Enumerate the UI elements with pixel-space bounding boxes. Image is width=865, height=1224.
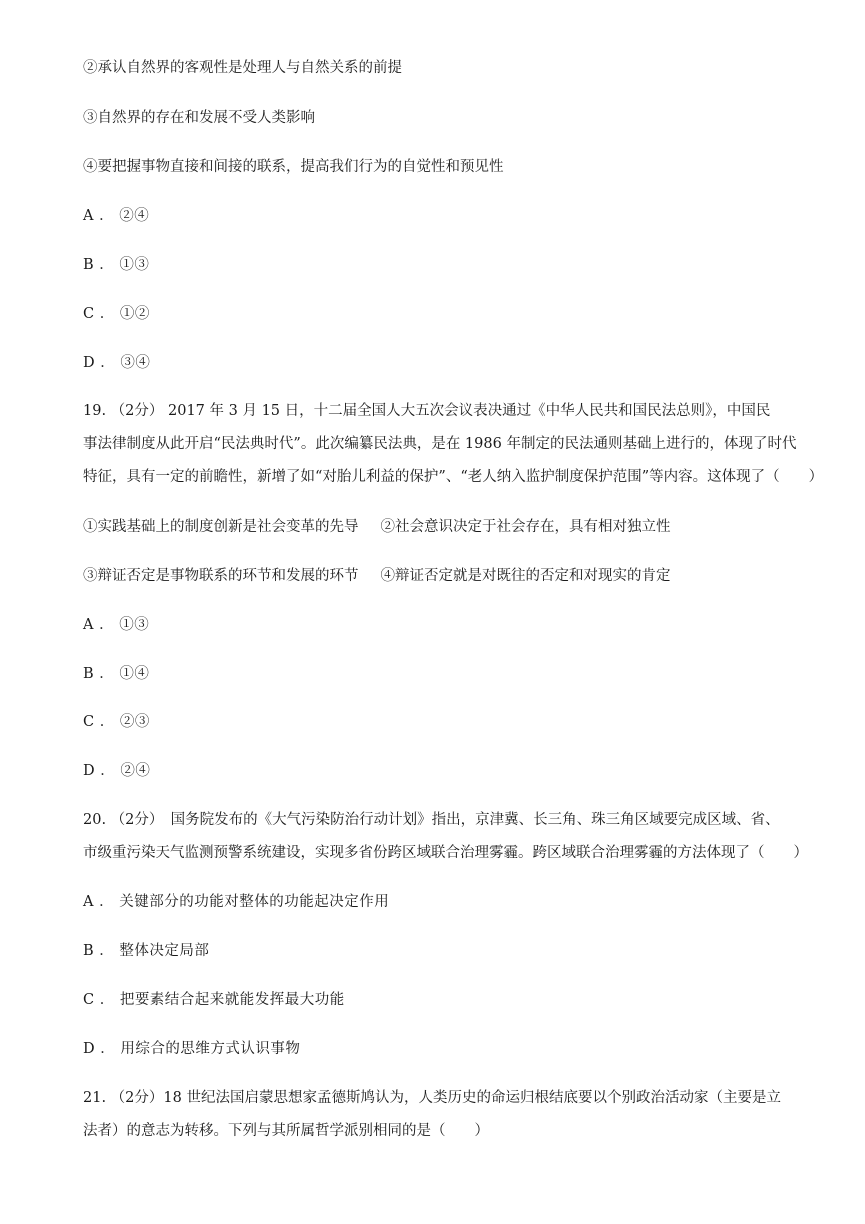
- statement-2: ②承认自然界的客观性是处理人与自然关系的前提: [83, 60, 402, 76]
- question-19-line-2: 事法律制度从此开启“民法典时代”。此次编纂民法典，是在 1986 年制定的民法通则基础上进行的，体现了时代: [83, 436, 797, 452]
- option-c: C ． ②③: [83, 714, 150, 730]
- option-a: A ． ①③: [83, 617, 150, 633]
- option-a: A ． ②④: [83, 208, 150, 224]
- option-c: C ． ①②: [83, 306, 150, 322]
- statement-4: ④要把握事物直接和间接的联系，提高我们行为的自觉性和预见性: [83, 159, 504, 175]
- question-19-statements-row-2: [83, 566, 813, 586]
- question-19-line-1: 19. （2分） 2017 年 3 月 15 日，十二届全国人大五次会议表决通过《中华人民共和国民法总则》，中国民: [83, 403, 771, 419]
- statement-3: ③辩证否定是事物联系的环节和发展的环节: [83, 568, 359, 584]
- option-c: C ． 把要素结合起来就能发挥最大功能: [83, 992, 345, 1008]
- question-19-line-3: 特征，具有一定的前瞻性，新增了如“对胎儿利益的保护”、“老人纳入监护制度保护范围”等内容。这体现了（ ）: [83, 469, 824, 485]
- option-b: B ． ①③: [83, 257, 150, 273]
- option-b: B ． ①④: [83, 666, 150, 682]
- statement-4: ④辩证否定就是对既往的否定和对现实的肯定: [380, 568, 671, 584]
- question-21-line-1: 21. （2分）18 世纪法国启蒙思想家孟德斯鸠认为，人类历史的命运归根结底要以个别政治活动家（主要是立: [83, 1090, 781, 1106]
- option-d: D ． ③④: [83, 355, 151, 371]
- option-d: D ． ②④: [83, 763, 151, 779]
- question-20-line-1: 20. （2分） 国务院发布的《大气污染防治行动计划》指出，京津冀、长三角、珠三角区域要完成区域、省、: [83, 812, 780, 828]
- option-a: A ． 关键部分的功能对整体的功能起决定作用: [83, 894, 390, 910]
- statement-1: ①实践基础上的制度创新是社会变革的先导: [83, 519, 359, 535]
- statement-2: ②社会意识决定于社会存在，具有相对独立性: [380, 519, 671, 535]
- option-d: D ． 用综合的思维方式认识事物: [83, 1041, 301, 1057]
- question-19-statements-row-1: [83, 517, 813, 537]
- question-20-line-2: 市级重污染天气监测预警系统建设，实现多省份跨区域联合治理雾霾。跨区域联合治理雾霾的方法体现了（ ）: [83, 845, 808, 861]
- option-b: B ． 整体决定局部: [83, 943, 210, 959]
- question-21-line-2: 法者）的意志为转移。下列与其所属哲学派别相同的是（ ）: [83, 1123, 489, 1139]
- statement-3: ③自然界的存在和发展不受人类影响: [83, 110, 315, 126]
